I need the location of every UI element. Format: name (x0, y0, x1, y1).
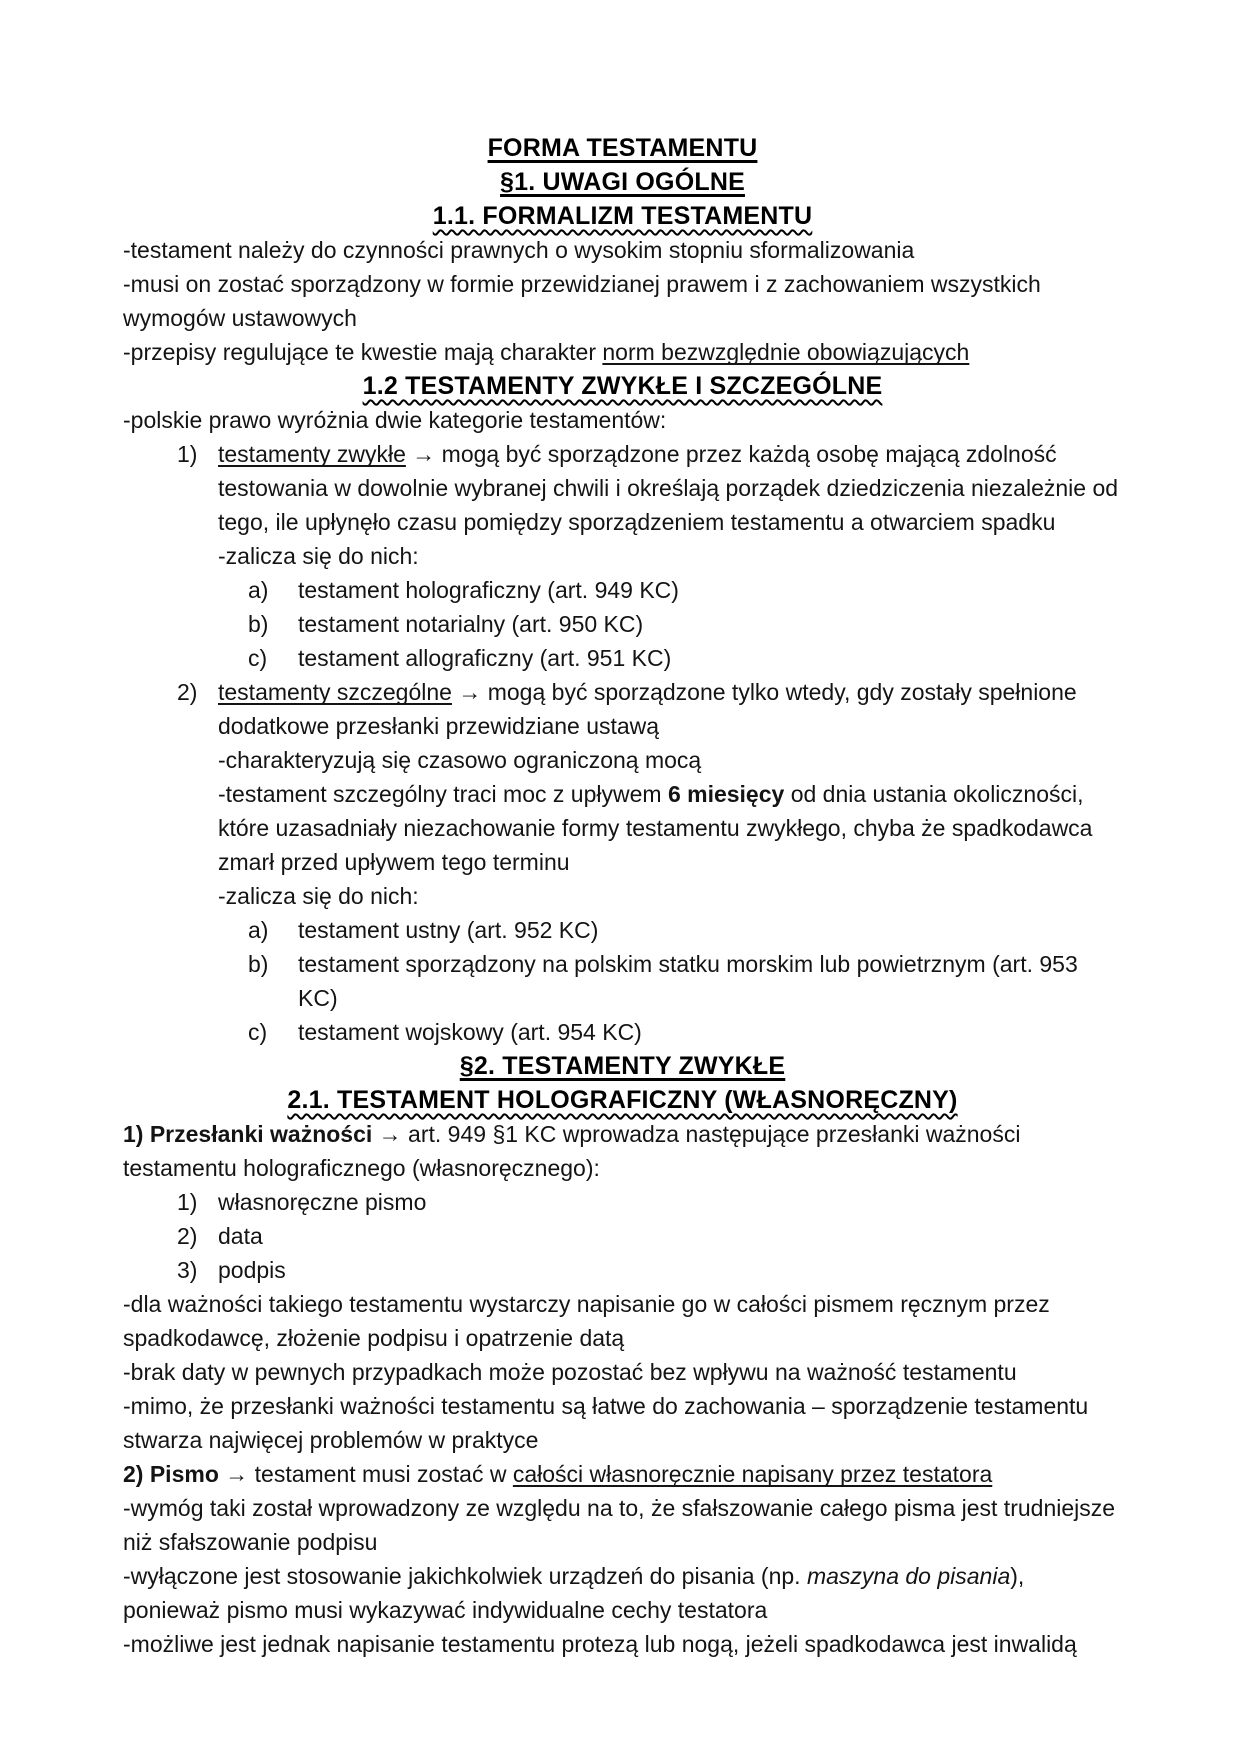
paragraph (123, 879, 1122, 913)
paragraph (123, 1559, 1122, 1627)
paragraph (123, 1389, 1122, 1457)
paragraph (123, 1491, 1122, 1559)
list-marker: 3) (177, 1257, 198, 1283)
section-heading (123, 1083, 1122, 1117)
list-item (123, 913, 1122, 947)
text-run: -musi on zostać sporządzony w formie przewidzianej prawem i z zachowaniem wszystkich wymogów ustawowych (123, 271, 1041, 331)
list-marker: c) (248, 645, 268, 671)
list-item (123, 1219, 1122, 1253)
paragraph (123, 743, 1122, 777)
list-item (123, 1015, 1122, 1049)
text-run: ), ponieważ pismo musi wykazywać indywidualne cechy testatora (123, 1563, 1025, 1623)
text-run: 1) Przesłanki ważności (123, 1121, 379, 1147)
text-run: testamenty szczególne (218, 679, 452, 705)
list-marker: 1) (177, 1189, 198, 1215)
text-run: art. 949 §1 KC wprowadza następujące przesłanki ważności testamentu holograficznego (własnoręcznego): (123, 1121, 1021, 1181)
text-run: 2) Pismo (123, 1461, 226, 1487)
text-run: -mimo, że przesłanki ważności testamentu są łatwe do zachowania – sporządzenie testamentu stwarza najwięcej problemów w praktyce (123, 1393, 1089, 1453)
text-run: -polskie prawo wyróżnia dwie kategorie testamentów: (123, 407, 667, 433)
text-run: mogą być sporządzone tylko wtedy, gdy zostały spełnione dodatkowe przesłanki przewidziane ustawą (218, 679, 1077, 739)
arrow-glyph: → (458, 679, 482, 705)
text-run: -zalicza się do nich: (218, 543, 419, 569)
text-run: -wymóg taki został wprowadzony ze względu na to, że sfałszowanie całego pisma jest trudniejsze niż sfałszowanie podpisu (123, 1495, 1116, 1555)
list-marker: b) (248, 951, 269, 977)
section-heading (123, 369, 1122, 403)
text-run: 1.2 TESTAMENTY ZWYKŁE I SZCZEGÓLNE (362, 372, 883, 400)
list-item (123, 947, 1122, 1015)
paragraph (123, 233, 1122, 267)
text-run: podpis (218, 1257, 286, 1283)
text-run: testament ustny (art. 952 KC) (298, 917, 599, 943)
section-heading (123, 131, 1122, 165)
text-run: -dla ważności takiego testamentu wystarczy napisanie go w całości pismem ręcznym przez spadkodawcę, złożenie podpisu i opatrzenie datą (123, 1291, 1050, 1351)
text-run: testament allograficzny (art. 951 KC) (298, 645, 672, 671)
arrow-glyph: → (412, 441, 436, 467)
paragraph (123, 1457, 1122, 1491)
text-run: testament sporządzony na polskim statku morskim lub powietrznym (art. 953 KC) (298, 951, 1078, 1011)
list-item (123, 1185, 1122, 1219)
text-run: 1.1. FORMALIZM TESTAMENTU (432, 202, 813, 230)
text-run: -zalicza się do nich: (218, 883, 419, 909)
text-run: testament holograficzny (art. 949 KC) (298, 577, 679, 603)
paragraph (123, 403, 1122, 437)
list-item (123, 437, 1122, 539)
list-marker: c) (248, 1019, 268, 1045)
text-run: testament musi zostać w (248, 1461, 513, 1487)
text-run: całości własnoręcznie napisany przez testatora (512, 1461, 993, 1487)
paragraph (123, 539, 1122, 573)
list-item (123, 607, 1122, 641)
text-run: testamenty zwykłe (218, 441, 406, 467)
paragraph (123, 267, 1122, 335)
paragraph (123, 335, 1122, 369)
paragraph (123, 1287, 1122, 1355)
section-heading (123, 199, 1122, 233)
text-run: -charakteryzują się czasowo ograniczoną mocą (218, 747, 702, 773)
text-run: -testament szczególny traci moc z upływem (218, 781, 668, 807)
text-run: 6 miesięcy (667, 781, 785, 807)
section-heading (123, 165, 1122, 199)
paragraph (123, 1117, 1122, 1185)
text-run: od dnia ustania okoliczności, które uzasadniały niezachowanie formy testamentu zwykłego, chyba że spadkodawca zmarł przed upływem tego terminu (218, 781, 1093, 875)
text-run: -testament należy do czynności prawnych o wysokim stopniu sformalizowania (123, 237, 915, 263)
text-run: §1. UWAGI OGÓLNE (500, 168, 745, 196)
text-run: -wyłączone jest stosowanie jakichkolwiek urządzeń do pisania (np. (123, 1563, 807, 1589)
text-run: własnoręczne pismo (218, 1189, 427, 1215)
text-run: testament notarialny (art. 950 KC) (298, 611, 644, 637)
list-marker: 1) (177, 441, 198, 467)
section-heading (123, 1049, 1122, 1083)
text-run: 2.1. TESTAMENT HOLOGRAFICZNY (WŁASNORĘCZNY) (287, 1086, 958, 1114)
list-marker: 2) (177, 679, 198, 705)
text-run: -brak daty w pewnych przypadkach może pozostać bez wpływu na ważność testamentu (123, 1359, 1017, 1385)
paragraph (123, 1355, 1122, 1389)
list-item (123, 1253, 1122, 1287)
arrow-glyph: → (378, 1121, 402, 1147)
list-marker: a) (248, 577, 269, 603)
text-run: mogą być sporządzone przez każdą osobę mającą zdolność testowania w dowolnie wybranej chwili i określają porządek dziedziczenia niezależnie od tego, ile upłynęło czasu pomiędzy sporządzeniem testamentu a otwarciem spadku (218, 441, 1119, 535)
arrow-glyph: → (225, 1461, 249, 1487)
list-item (123, 641, 1122, 675)
list-marker: 2) (177, 1223, 198, 1249)
text-run: -możliwe jest jednak napisanie testamentu protezą lub nogą, jeżeli spadkodawca jest inwalidą (123, 1631, 1077, 1657)
list-item (123, 573, 1122, 607)
text-run: testament wojskowy (art. 954 KC) (298, 1019, 642, 1045)
text-run: §2. TESTAMENTY ZWYKŁE (459, 1052, 786, 1080)
paragraph (123, 777, 1122, 879)
text-run: data (218, 1223, 263, 1249)
text-run: norm bezwzględnie obowiązujących (602, 339, 970, 365)
text-run: maszyna do pisania (806, 1563, 1011, 1589)
list-marker: a) (248, 917, 269, 943)
list-marker: b) (248, 611, 269, 637)
text-run: -przepisy regulujące te kwestie mają charakter (123, 339, 603, 365)
text-run: FORMA TESTAMENTU (487, 134, 758, 162)
paragraph (123, 1627, 1122, 1661)
list-item (123, 675, 1122, 743)
